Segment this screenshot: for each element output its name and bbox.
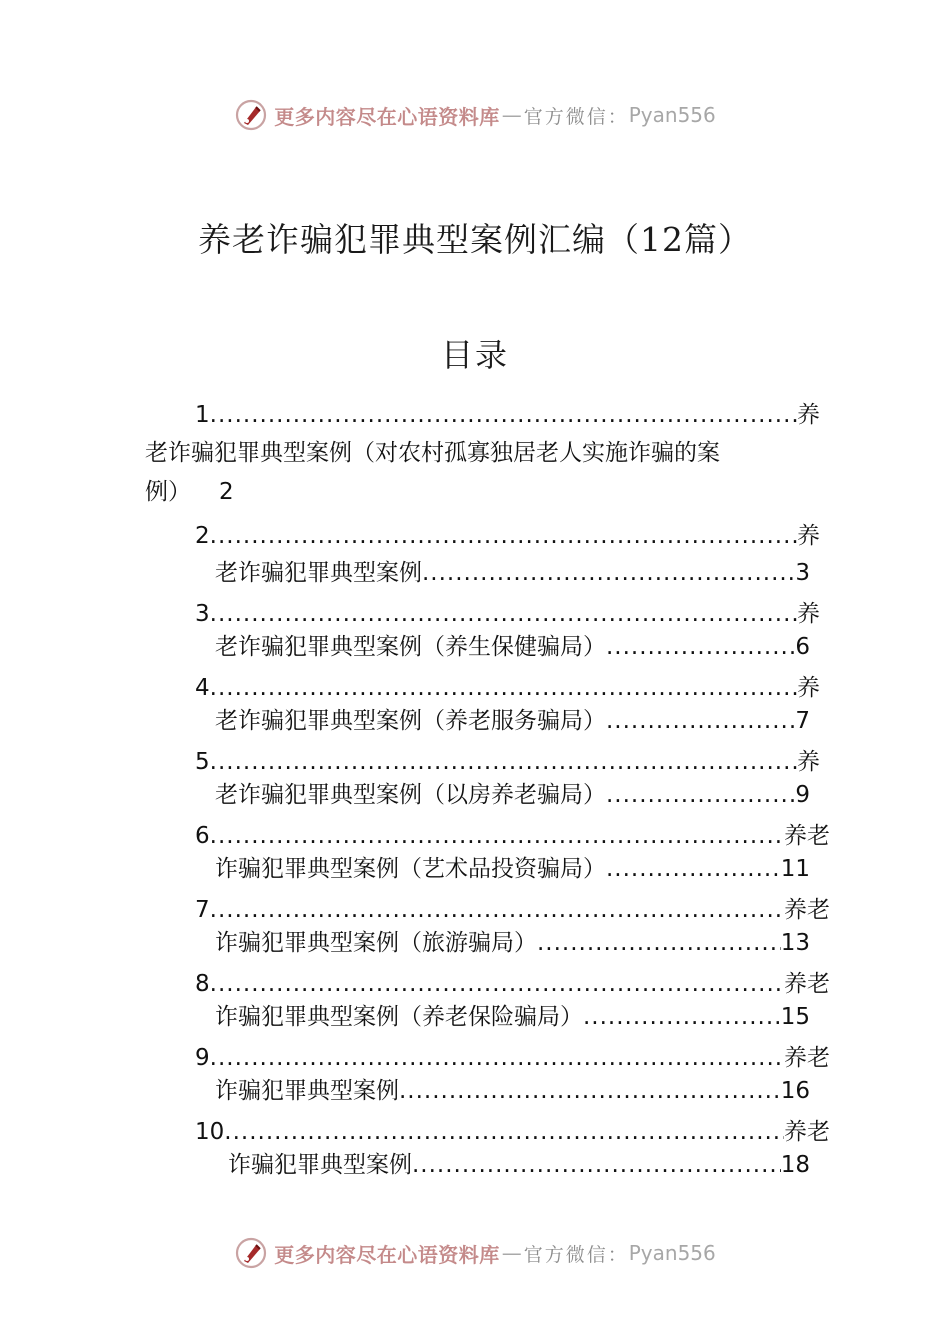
- toc-entry-3-line1[interactable]: [195, 597, 820, 631]
- toc-entry-title: 诈骗犯罪典型案例: [215, 1078, 399, 1104]
- toc-entry-title: 老诈骗犯罪典型案例（对农村孤寡独居老人实施诈骗的案: [145, 440, 720, 466]
- toc-entry-number: 1: [195, 402, 210, 428]
- dot-leader: [606, 630, 795, 664]
- dot-leader: [606, 704, 795, 738]
- toc-entry-1-line1[interactable]: [195, 398, 820, 432]
- toc-entry-head: 养: [797, 523, 820, 549]
- toc-entry-title: 诈骗犯罪典型案例（艺术品投资骗局）: [215, 856, 606, 882]
- toc-entry-head: 养: [797, 402, 820, 428]
- dot-leader: [210, 398, 797, 432]
- toc-entry-head: 养老: [784, 971, 830, 997]
- toc-entry-page: 3: [795, 560, 810, 586]
- toc-entry-title: 老诈骗犯罪典型案例（养生保健骗局）: [215, 634, 606, 660]
- footer-watermark: [0, 1233, 950, 1273]
- toc-entry-page: 16: [780, 1078, 810, 1104]
- toc-entry-number: 8: [195, 971, 210, 997]
- toc-entry-head: 养老: [784, 1119, 830, 1145]
- toc-entry-head: 养: [797, 601, 820, 627]
- toc-entry-1-line2[interactable]: [145, 436, 825, 470]
- toc-entry-title-cont: 例）: [145, 479, 191, 505]
- watermark-wechat-label: 官方微信：: [523, 1243, 629, 1266]
- dot-leader: [537, 926, 781, 960]
- toc-entry-8-line1[interactable]: [195, 967, 830, 1001]
- toc-entry-7-line1[interactable]: [195, 893, 830, 927]
- toc-entry-head: 养: [797, 675, 820, 701]
- toc-entry-1-line3[interactable]: [145, 475, 345, 509]
- toc-entry-number: 10: [195, 1119, 225, 1145]
- toc-entry-page: 18: [780, 1152, 810, 1178]
- pen-nib-logo-icon: [234, 98, 268, 132]
- toc-entry-number: 2: [195, 523, 210, 549]
- header-watermark: [0, 95, 950, 135]
- dot-leader: [606, 852, 781, 886]
- dot-leader: [210, 597, 797, 631]
- dot-leader: [224, 1115, 784, 1149]
- watermark-dash: —: [501, 1241, 522, 1265]
- dot-leader: [606, 778, 795, 812]
- toc-entry-page: 2: [219, 479, 234, 505]
- dot-leader: [210, 745, 797, 779]
- toc-entry-6-line2[interactable]: [215, 852, 810, 886]
- toc-entry-title: 老诈骗犯罪典型案例（以房养老骗局）: [215, 782, 606, 808]
- toc-entry-head: 养老: [784, 1045, 830, 1071]
- toc-entry-5-line1[interactable]: [195, 745, 820, 779]
- toc-entry-title: 老诈骗犯罪典型案例: [215, 560, 422, 586]
- watermark-wechat-label: 官方微信：: [523, 105, 629, 128]
- dot-leader: [210, 819, 784, 853]
- toc-entry-number: 6: [195, 823, 210, 849]
- toc-entry-6-line1[interactable]: [195, 819, 830, 853]
- toc-entry-number: 5: [195, 749, 210, 775]
- toc-entry-page: 15: [780, 1004, 810, 1030]
- document-title: 养老诈骗犯罪典型案例汇编（12篇）: [198, 220, 752, 259]
- toc-entry-9-line2[interactable]: [215, 1074, 810, 1108]
- watermark-promo-text: 更多内容尽在心语资料库: [274, 1242, 500, 1267]
- toc-entry-page: 13: [780, 930, 810, 956]
- watermark-wechat-id: Pyan556: [628, 103, 716, 127]
- toc-entry-7-line2[interactable]: [215, 926, 810, 960]
- toc-entry-5-line2[interactable]: [215, 778, 810, 812]
- toc-entry-9-line1[interactable]: [195, 1041, 830, 1075]
- toc-entry-4-line2[interactable]: [215, 704, 810, 738]
- watermark-wechat-id: Pyan556: [628, 1241, 716, 1265]
- toc-entry-page: 11: [780, 856, 810, 882]
- toc-entry-8-line2[interactable]: [215, 1000, 810, 1034]
- watermark-dash: —: [501, 103, 522, 127]
- toc-entry-10-line1[interactable]: [195, 1115, 830, 1149]
- toc-entry-title: 诈骗犯罪典型案例: [228, 1152, 412, 1178]
- toc-entry-3-line2[interactable]: [215, 630, 810, 664]
- toc-entry-head: 养老: [784, 897, 830, 923]
- toc-entry-number: 7: [195, 897, 210, 923]
- toc-entry-page: 9: [795, 782, 810, 808]
- dot-leader: [210, 671, 797, 705]
- dot-leader: [399, 1074, 781, 1108]
- toc-entry-head: 养: [797, 749, 820, 775]
- dot-leader: [210, 893, 784, 927]
- dot-leader: [412, 1148, 781, 1182]
- dot-leader: [210, 1041, 784, 1075]
- dot-leader: [210, 967, 784, 1001]
- dot-leader: [583, 1000, 781, 1034]
- toc-entry-title: 诈骗犯罪典型案例（旅游骗局）: [215, 930, 537, 956]
- toc-entry-head: 养老: [784, 823, 830, 849]
- watermark-promo-text: 更多内容尽在心语资料库: [274, 104, 500, 129]
- toc-entry-4-line1[interactable]: [195, 671, 820, 705]
- dot-leader: [210, 519, 797, 553]
- pen-nib-logo-icon: [234, 1236, 268, 1270]
- toc-entry-10-line2[interactable]: [228, 1148, 810, 1182]
- toc-entry-title: 诈骗犯罪典型案例（养老保险骗局）: [215, 1004, 583, 1030]
- toc-heading: 目录: [440, 336, 509, 374]
- toc-entry-page: 6: [795, 634, 810, 660]
- toc-entry-number: 4: [195, 675, 210, 701]
- toc-entry-page: 7: [795, 708, 810, 734]
- toc-entry-number: 9: [195, 1045, 210, 1071]
- toc-entry-title: 老诈骗犯罪典型案例（养老服务骗局）: [215, 708, 606, 734]
- toc-entry-2-line2[interactable]: [215, 556, 810, 590]
- toc-entry-number: 3: [195, 601, 210, 627]
- toc-entry-2-line1[interactable]: [195, 519, 820, 553]
- dot-leader: [422, 556, 795, 590]
